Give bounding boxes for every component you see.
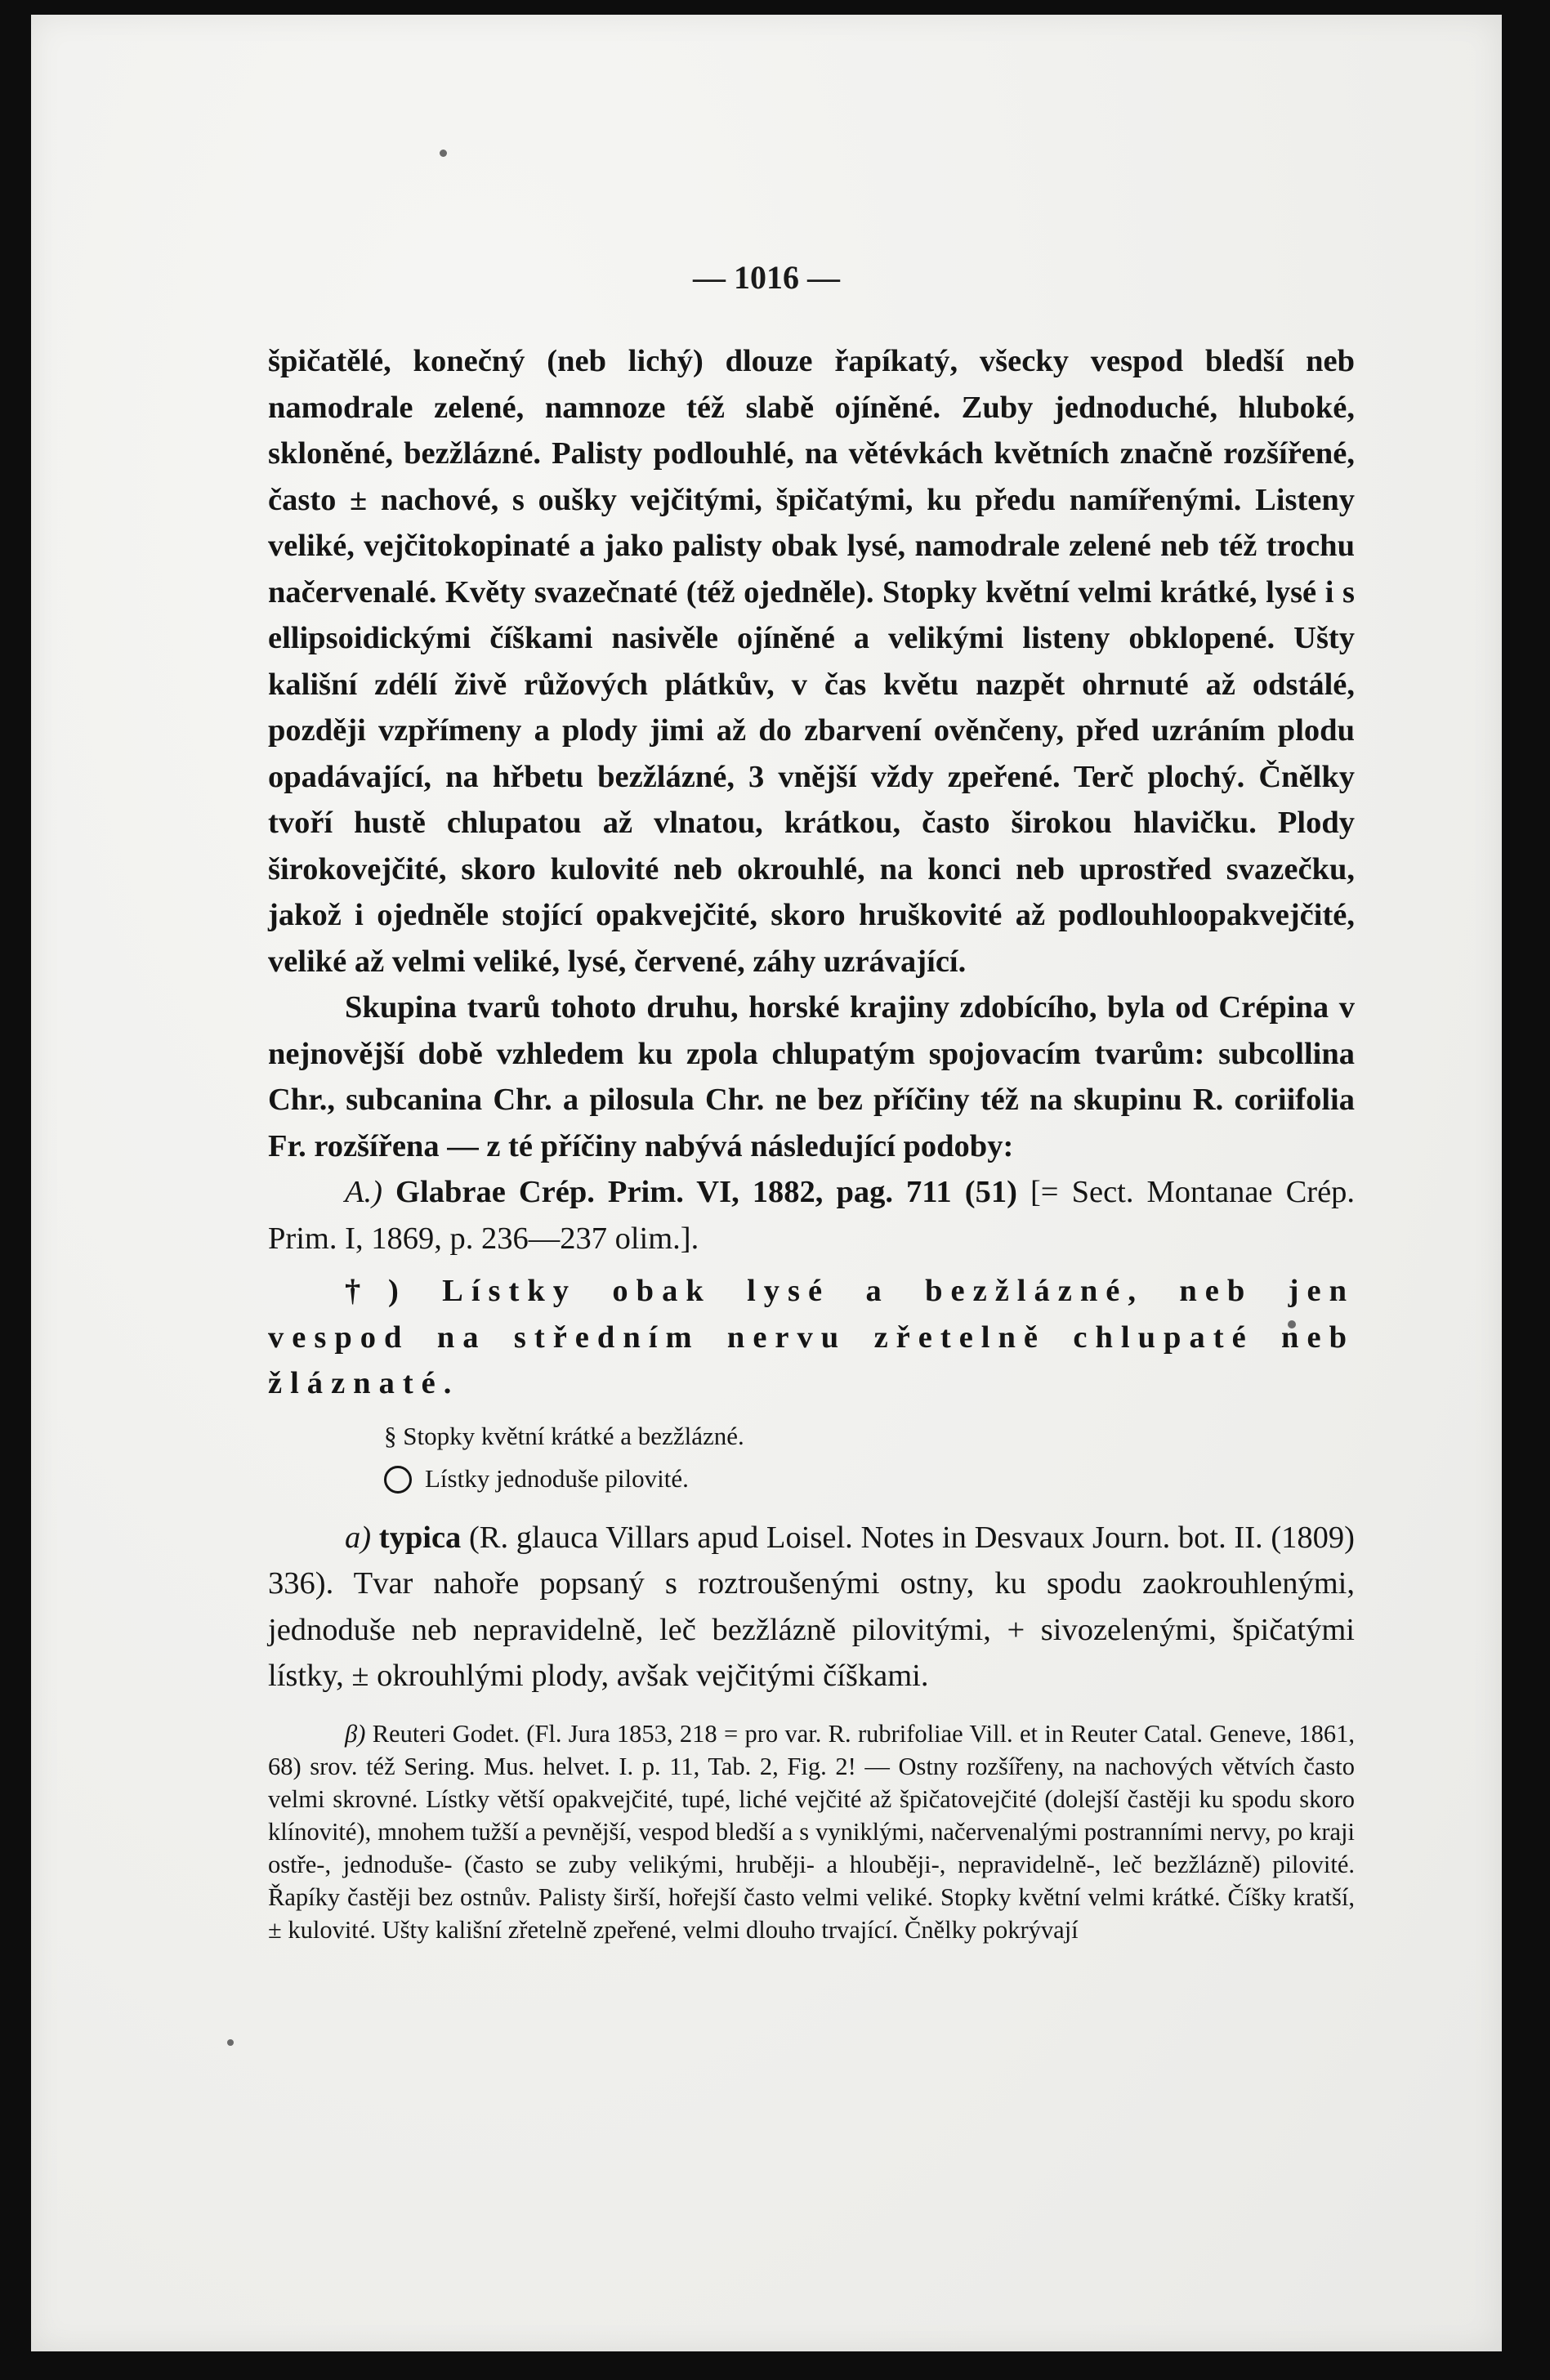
scanned-page — [31, 15, 1502, 2351]
section-a-letter: A.) — [345, 1175, 382, 1209]
group-paragraph: Skupina tvarů tohoto druhu, horské krajiny zdobícího, byla od Crépina v nejnovější době vzhledem ku zpola chlupatým spojovacím tvarům: subcollina Chr., subcanina Chr. a pilosula Chr. ne bez příčiny též na skupinu R. coriifolia Fr. rozšířena — z té příčiny nabývá následující podoby: — [268, 990, 1355, 1163]
dagger-text: Lístky obak lysé a bezžlázné, neb jen vespod na středním nervu zřetelně chlupaté neb žláznaté. — [268, 1274, 1355, 1400]
page-number: — 1016 — — [693, 259, 840, 296]
scan-speck — [440, 150, 447, 157]
reuteri-entry — [268, 1717, 1355, 1946]
dagger-mark: †) — [345, 1274, 407, 1308]
section-a-heading — [268, 1169, 1355, 1261]
typica-entry — [268, 1515, 1355, 1699]
reuteri-text: Reuteri Godet. (Fl. Jura 1853, 218 = pro var. R. rubrifoliae Vill. et in Reuter Catal. Geneve, 1861, 68) srov. též Sering. Mus. helvet. I. p. 11, Tab. 2, Fig. 2! — Ostny rozšířeny, na nachových větvích často velmi skrovné. Lístky větší opakvejčité, tupé, liché vejčité až špičatovejčité (dolejší častěji ku spodu skoro klínovité), mnohem tužší a pevnější, vespod bledší a s vyniklými, načervenalými postranními nervy, po kraji ostře-, jednoduše- (často se zuby velikými, hruběji- a hlouběji-, nepravidelně-, leč bezžlázně) pilovité. Řapíky častěji bez ostnův. Palisty širší, hořejší často velmi veliké. Stopky květní velmi krátké. Číšky kratší, ± kulovité. Ušty kališní zřetelně zpeřené, velmi dlouho trvající. Čnělky pokrývají — [268, 1719, 1356, 1944]
section-a-synonym: [= Sect. Montanae Crép. Prim. I, 1869, p. 236—237 olim.]. — [268, 1175, 1356, 1256]
key-section: § Stopky květní krátké a bezžlázné. — [384, 1421, 744, 1450]
description-paragraph: špičatělé, konečný (neb lichý) dlouze řapíkatý, všecky vespod bledší neb namodrale zelené, namnoze též slabě ojíněné. Zuby jednoduché, hluboké, skloněné, bezžlázné. Palisty podlouhlé, na větévkách květních značně rozšířené, často ± nachové, s oušky vejčitými, špičatými, ku předu namířenými. Listeny veliké, vejčitokopinaté a jako palisty obak lysé, namodrale zelené neb též trochu načervenalé. Květy svazečnaté (též ojedněle). Stopky květní velmi krátké, lysé i s ellipsoidickými číškami nasivěle ojíněné a velikými listeny obklopené. Ušty kališní zdélí živě růžových plátkův, v čas květu nazpět ohrnuté až odstálé, později vzpřímeny a plody jimi až do zbarvení ověnčeny, před uzráním plodu opadávající, na hřbetu bezžlázné, 3 vnější vždy zpeřené. Terč plochý. Čnělky tvoří hustě chlupatou až vlnatou, krátkou, často širokou hlavičku. Plody širokovejčité, skoro kulovité neb okrouhlé, na konci neb uprostřed svazečku, jakož i ojedněle stojící opakvejčité, skoro hruškovité až podlouhloopakvejčité, veliké až velmi veliké, lysé, červené, záhy uzrávající. — [268, 344, 1355, 979]
typica-text: (R. glauca Villars apud Loisel. Notes in Desvaux Journ. bot. II. (1809) 336). Tvar nahoře popsaný s roztroušenými ostny, ku spodu zaokrouhlenými, jednoduše neb nepravidelně, leč bezžlázně pilovitými, + sivozelenými, špičatými lístky, ± okrouhlými plody, avšak vejčitými číškami. — [268, 1520, 1355, 1693]
dagger-key — [268, 1268, 1355, 1407]
page-body — [268, 338, 1355, 1946]
scan-speck — [227, 2039, 234, 2046]
section-a-title: Glabrae Crép. Prim. VI, 1882, pag. 711 (51) — [395, 1175, 1017, 1209]
typica-label: a) — [345, 1520, 372, 1555]
key-circle — [268, 1461, 1355, 1497]
key-circle-text: Lístky jednoduše pilovité. — [425, 1463, 689, 1493]
circle-icon — [384, 1466, 412, 1494]
reuteri-label: β) — [345, 1719, 366, 1748]
typica-name: typica — [378, 1520, 462, 1555]
